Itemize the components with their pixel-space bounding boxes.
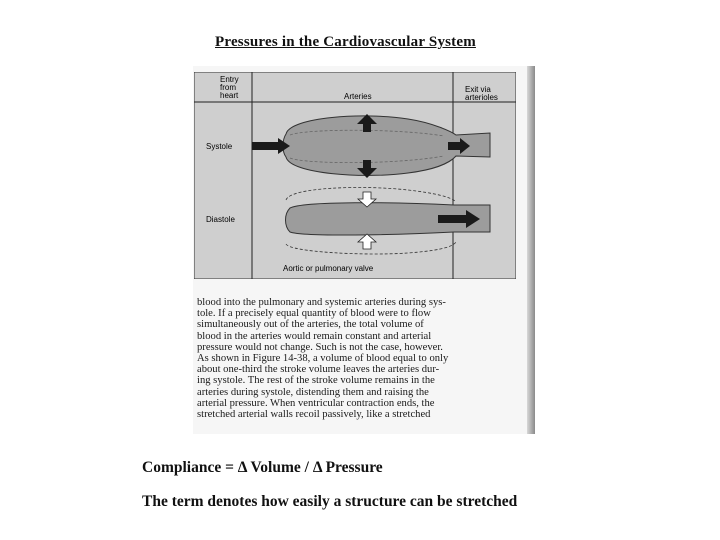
excerpt-line: As shown in Figure 14-38, a volume of blood equal to only — [197, 353, 449, 365]
row-label-diastole: Diastole — [206, 215, 235, 224]
excerpt-line: blood in the arteries would remain constant and arterial — [197, 330, 432, 342]
excerpt-line: arterial pressure. When ventricular contraction ends, the — [197, 397, 435, 409]
row-label-systole: Systole — [206, 142, 233, 151]
excerpt-line: tole. If a precisely equal quantity of blood were to flow — [197, 308, 431, 320]
excerpt-line: blood into the pulmonary and systemic arteries during sys- — [197, 297, 446, 308]
valve-label: Aortic or pulmonary valve — [283, 264, 374, 273]
excerpt-line: simultaneously out of the arteries, the total volume of — [197, 319, 424, 331]
header-exit-line1: Exit via — [465, 85, 491, 94]
excerpt-line: stretched arterial walls recoil passively, like a stretched — [197, 409, 431, 421]
header-exit-line2: arterioles — [465, 93, 498, 102]
textbook-excerpt — [197, 297, 517, 420]
header-entry-line3: heart — [220, 91, 239, 100]
page-title: Pressures in the Cardiovascular System — [215, 34, 476, 50]
compliance-definition: The term denotes how easily a structure can be stretched — [142, 493, 518, 510]
excerpt-line: pressure would not change. Such is not the case, however. — [197, 341, 443, 353]
compliance-formula: Compliance = Δ Volume / Δ Pressure — [142, 459, 383, 476]
excerpt-line: about one-third the stroke volume leaves the arteries dur- — [197, 364, 440, 376]
scan-shadow-edge — [527, 66, 535, 434]
excerpt-line: arteries during systole, distending them and raising the — [197, 386, 429, 398]
header-arteries: Arteries — [344, 92, 372, 101]
arteries-figure — [194, 72, 516, 279]
excerpt-line: ing systole. The rest of the stroke volume remains in the — [197, 375, 435, 387]
header-entry-line1: Entry — [220, 75, 239, 84]
header-entry-line2: from — [220, 83, 236, 92]
